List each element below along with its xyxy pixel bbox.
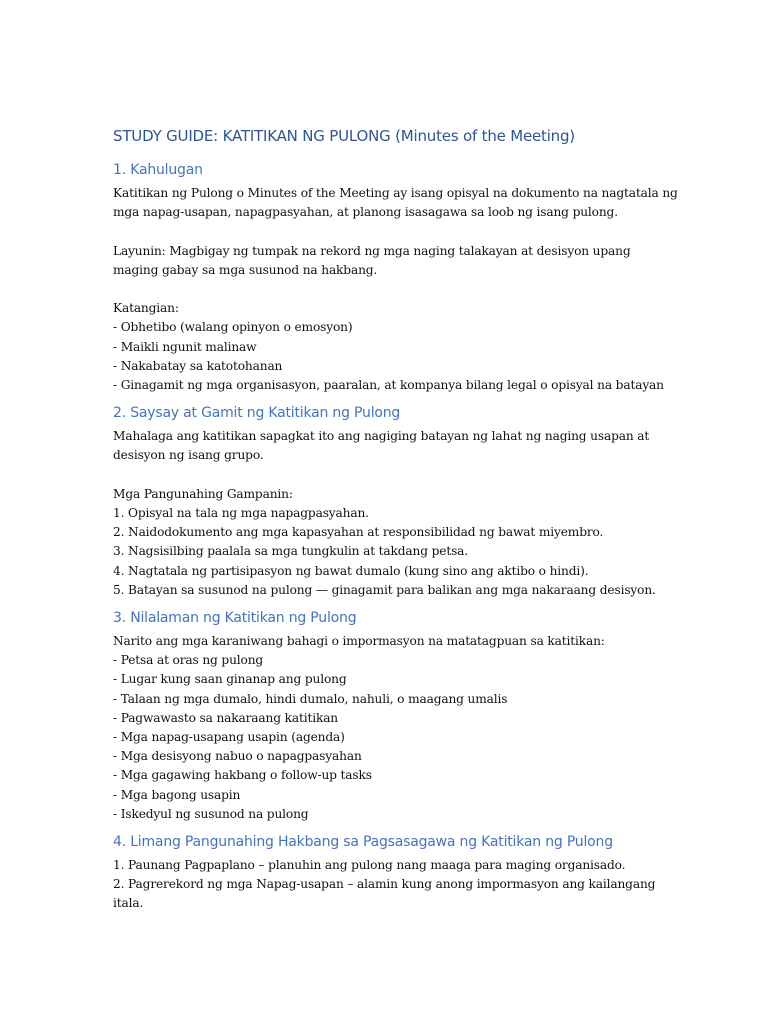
- section-limang-hakbang: [113, 832, 673, 914]
- list-item: 1. Opisyal na tala ng mga napagpasyahan.: [113, 506, 369, 520]
- list-item: 3. Nagsisilbing paalala sa mga tungkulin at takdang petsa.: [113, 544, 469, 559]
- text-line: itala.: [113, 896, 144, 911]
- list-item: - Obhetibo (walang opinyon o emosyon): [113, 320, 353, 335]
- text-line: maging gabay sa mga susunod na hakbang.: [113, 262, 378, 277]
- document-title: STUDY GUIDE: KATITIKAN NG PULONG (Minutes of the Meeting): [113, 127, 575, 145]
- document-page: [113, 126, 678, 922]
- section-saysay-at-gamit: [113, 403, 673, 600]
- blank-line: [113, 280, 673, 299]
- list-item: - Petsa at oras ng pulong: [113, 653, 264, 668]
- text-line: mga napag-usapan, napagpasyahan, at planong isasagawa sa loob ng isang pulong.: [113, 205, 618, 220]
- text-line: Narito ang mga karaniwang bahagi o impormasyon na matatagpuan sa katitikan:: [113, 634, 605, 649]
- text-line: Katitikan ng Pulong o Minutes of the Meeting ay isang opisyal na dokumento na nagtatala ng: [113, 186, 678, 200]
- list-item: - Maikli ngunit malinaw: [113, 339, 257, 354]
- list-item: - Mga gagawing hakbang o follow-up tasks: [113, 768, 372, 783]
- list-item: - Mga napag-usapang usapin (agenda): [113, 730, 345, 745]
- section-heading: 3. Nilalaman ng Katitikan ng Pulong: [113, 610, 357, 627]
- text-line: Layunin: Magbigay ng tumpak na rekord ng mga naging talakayan at desisyon upang: [113, 243, 631, 258]
- blank-line: [113, 466, 673, 485]
- list-item: - Nakabatay sa katotohanan: [113, 358, 283, 373]
- list-item: - Mga bagong usapin: [113, 787, 241, 802]
- section-nilalaman: [113, 608, 673, 824]
- text-line: desisyon ng isang grupo.: [113, 448, 264, 463]
- section-heading: 4. Limang Pangunahing Hakbang sa Pagsasagawa ng Katitikan ng Pulong: [113, 834, 613, 851]
- text-line: Mga Pangunahing Gampanin:: [113, 486, 293, 501]
- list-item: - Ginagamit ng mga organisasyon, paaralan, at kompanya bilang legal o opisyal na batayan: [113, 378, 664, 392]
- list-item: 1. Paunang Pagpaplano – planuhin ang pulong nang maaga para maging organisado.: [113, 858, 626, 873]
- list-item: 2. Pagrerekord ng mga Napag-usapan – alamin kung anong impormasyon ang kailangang: [113, 877, 656, 892]
- section-kahulugan: [113, 160, 678, 395]
- list-item: - Mga desisyong nabuo o napagpasyahan: [113, 749, 362, 764]
- list-item: 2. Naidodokumento ang mga kapasyahan at responsibilidad ng bawat miyembro.: [113, 525, 604, 540]
- list-item: - Pagwawasto sa nakaraang katitikan: [113, 710, 339, 725]
- section-heading: 2. Saysay at Gamit ng Katitikan ng Pulong: [113, 405, 401, 422]
- text-line: Mahalaga ang katitikan sapagkat ito ang nagiging batayan ng lahat ng naging usapan at: [113, 429, 650, 444]
- text-line: Katangian:: [113, 301, 179, 316]
- list-item: - Talaan ng mga dumalo, hindi dumalo, nahuli, o maagang umalis: [113, 691, 508, 706]
- list-item: - Iskedyul ng susunod na pulong: [113, 806, 309, 821]
- list-item: 5. Batayan sa susunod na pulong — ginagamit para balikan ang mga nakaraang desisyon.: [113, 582, 656, 597]
- blank-line: [113, 222, 673, 241]
- list-item: 4. Nagtatala ng partisipasyon ng bawat dumalo (kung sino ang aktibo o hindi).: [113, 563, 589, 578]
- section-heading: 1. Kahulugan: [113, 162, 203, 178]
- list-item: - Lugar kung saan ginanap ang pulong: [113, 672, 347, 687]
